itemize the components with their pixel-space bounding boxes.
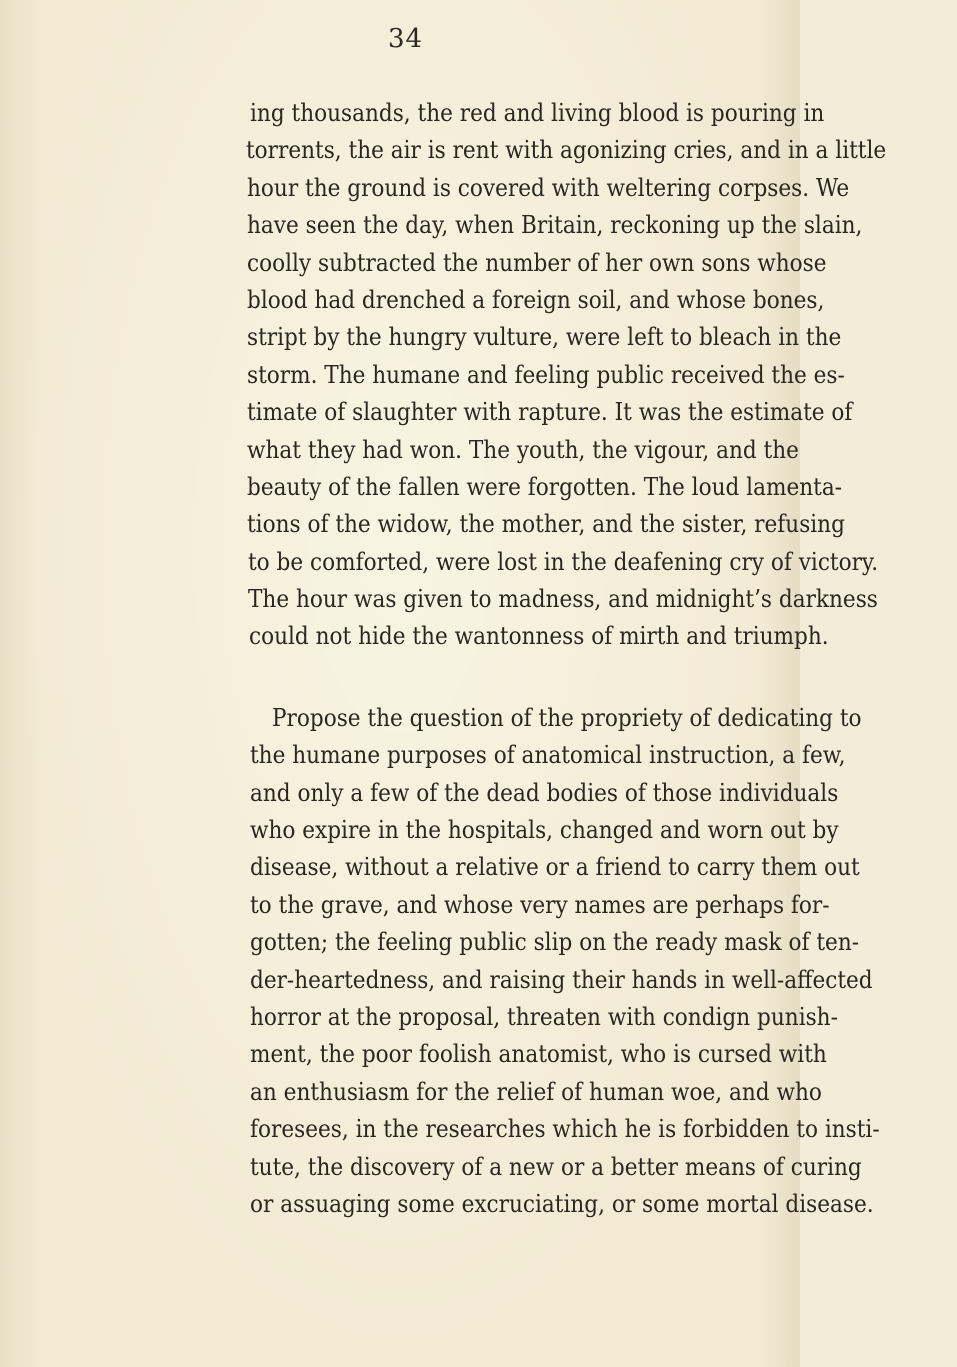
text-line: der-heartedness, and raising their hands in well-affected (250, 965, 873, 994)
paragraph (246, 95, 957, 656)
text-line: The hour was given to madness, and midnight’s darkness (248, 585, 878, 614)
text-line: ing thousands, the red and living blood is pouring in (250, 99, 825, 127)
text-line: beauty of the fallen were forgotten. The loud lamenta- (247, 472, 842, 501)
text-line: gotten; the feeling public slip on the ready mask of ten- (250, 928, 860, 957)
text-line: ment, the poor foolish anatomist, who is cursed with (250, 1040, 827, 1069)
text-line: hour the ground is covered with weltering corpses. We (247, 173, 850, 202)
text-line: to be comforted, were lost in the deafening cry of victory. (248, 547, 879, 576)
text-line: an enthusiasm for the relief of human woe, and who (250, 1077, 822, 1106)
text-line: coolly subtracted the number of her own sons whose (247, 248, 827, 277)
text-line: or assuaging some excruciating, or some mortal disease. (250, 1189, 874, 1218)
text-line: Propose the question of the propriety of dedicating to (272, 703, 862, 732)
text-line: have seen the day, when Britain, reckoning up the slain, (247, 211, 863, 240)
paragraph (250, 700, 957, 1223)
text-line: foresees, in the researches which he is forbidden to insti- (250, 1115, 880, 1144)
text-line: who expire in the hospitals, changed and worn out by (250, 816, 839, 845)
text-line: horror at the proposal, threaten with condign punish- (250, 1002, 838, 1031)
text-line: torrents, the air is rent with agonizing cries, and in a little (246, 136, 887, 165)
paragraph-gap (250, 656, 957, 700)
text-line: tions of the widow, the mother, and the sister, refusing (247, 510, 845, 539)
text-line: could not hide the wantonness of mirth and triumph. (249, 622, 829, 651)
text-line: the humane purposes of anatomical instruction, a few, (250, 741, 846, 770)
text-line: storm. The humane and feeling public received the es- (247, 360, 845, 389)
text-line: timate of slaughter with rapture. It was the estimate of (247, 398, 853, 427)
body-text (246, 95, 957, 1223)
text-line: what they had won. The youth, the vigour, and the (247, 435, 799, 464)
text-line: and only a few of the dead bodies of those individuals (250, 778, 839, 807)
text-line: stript by the hungry vulture, were left to bleach in the (247, 323, 842, 352)
text-line: to the grave, and whose very names are perhaps for- (250, 890, 830, 919)
page-number: 34 (388, 24, 424, 54)
text-line: tute, the discovery of a new or a better means of curing (250, 1152, 862, 1181)
text-line: blood had drenched a foreign soil, and whose bones, (247, 285, 825, 314)
text-line: disease, without a relative or a friend to carry them out (250, 853, 860, 882)
